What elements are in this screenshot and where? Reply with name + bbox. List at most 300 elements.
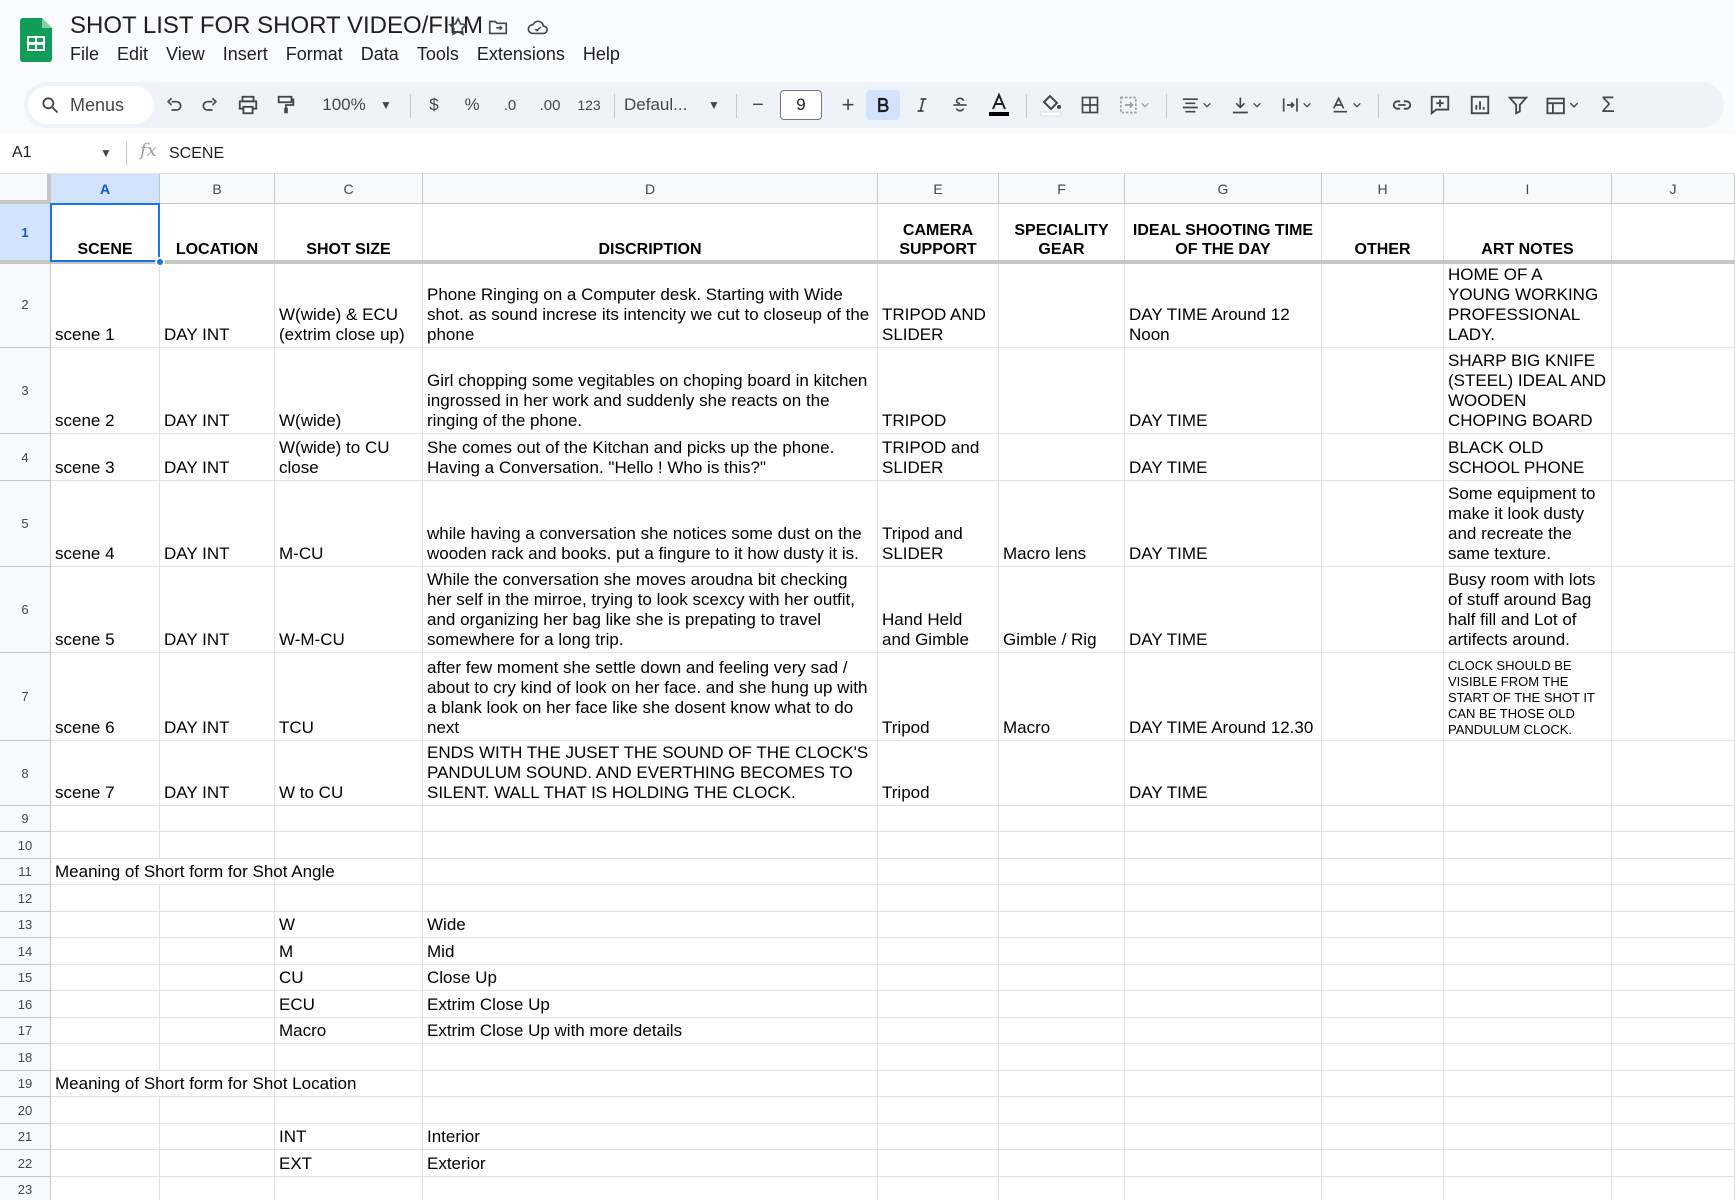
grid-cell[interactable] (51, 832, 160, 859)
decrease-decimal-button[interactable] (494, 90, 526, 120)
row-header-23[interactable]: 23 (0, 1177, 51, 1200)
grid-cell[interactable] (1612, 938, 1735, 965)
grid-cell[interactable] (878, 991, 999, 1018)
grid-cell[interactable] (51, 1177, 160, 1200)
header-cell-f[interactable]: SPECIALITY GEAR (999, 204, 1125, 262)
grid-cell[interactable] (423, 832, 878, 859)
select-all-corner[interactable] (0, 174, 51, 204)
column-header-e[interactable]: E (878, 174, 999, 204)
row-header-6[interactable]: 6 (0, 567, 51, 653)
zoom-select[interactable] (314, 90, 374, 120)
menu-data[interactable]: Data (360, 44, 399, 64)
grid-cell[interactable] (1612, 1124, 1735, 1150)
shot-cell-g5[interactable]: DAY TIME (1125, 481, 1322, 567)
shot-cell-f2[interactable] (999, 262, 1125, 348)
grid-cell[interactable] (999, 965, 1125, 991)
row-header-18[interactable]: 18 (0, 1044, 51, 1071)
legend-cell-d16[interactable]: Extrim Close Up (423, 991, 878, 1018)
legend-cell-c21[interactable]: INT (275, 1124, 423, 1150)
grid-cell[interactable] (1322, 991, 1444, 1018)
row-header-8[interactable]: 8 (0, 741, 51, 806)
shot-cell-b2[interactable]: DAY INT (160, 262, 275, 348)
shot-cell-b6[interactable]: DAY INT (160, 567, 275, 653)
grid-cell[interactable] (1612, 832, 1735, 859)
grid-cell[interactable] (1612, 912, 1735, 938)
grid-cell[interactable] (275, 1097, 423, 1124)
functions-button[interactable] (1594, 90, 1622, 120)
font-family-dropdown-icon[interactable]: ▼ (708, 98, 720, 112)
merge-cells-icon[interactable] (1112, 90, 1158, 120)
shot-cell-i2[interactable]: HOME OF A YOUNG WORKING PROFESSIONAL LADY. (1444, 262, 1612, 348)
grid-cell[interactable] (160, 806, 275, 832)
grid-cell[interactable] (51, 806, 160, 832)
header-cell-a[interactable]: SCENE (51, 204, 160, 262)
font-size-input[interactable]: 9 (780, 90, 822, 120)
grid-cell[interactable] (423, 1071, 878, 1097)
row-header-22[interactable]: 22 (0, 1150, 51, 1177)
shot-cell-f7[interactable]: Macro (999, 653, 1125, 741)
grid-cell[interactable] (160, 1097, 275, 1124)
grid-cell[interactable] (878, 885, 999, 912)
grid-cell[interactable] (1322, 806, 1444, 832)
shot-cell-b8[interactable]: DAY INT (160, 741, 275, 806)
grid-cell[interactable] (878, 1177, 999, 1200)
shot-cell-a2[interactable]: scene 1 (51, 262, 160, 348)
grid-cell[interactable] (1444, 938, 1612, 965)
grid-cell[interactable] (423, 1097, 878, 1124)
column-header-b[interactable]: B (160, 174, 275, 204)
grid-cell[interactable] (275, 885, 423, 912)
grid-cell[interactable] (51, 1044, 160, 1071)
shot-cell-i8[interactable] (1444, 741, 1612, 806)
shot-cell-h7[interactable] (1322, 653, 1444, 741)
grid-cell[interactable] (1125, 1124, 1322, 1150)
shot-cell-g7[interactable]: DAY TIME Around 12.30 (1125, 653, 1322, 741)
menu-help[interactable]: Help (582, 44, 620, 64)
legend-cell-c16[interactable]: ECU (275, 991, 423, 1018)
grid-cell[interactable] (999, 1124, 1125, 1150)
shot-cell-c7[interactable]: TCU (275, 653, 423, 741)
grid-cell[interactable] (1125, 912, 1322, 938)
grid-cell[interactable] (1444, 1177, 1612, 1200)
grid-cell[interactable] (1322, 885, 1444, 912)
grid-cell[interactable] (1444, 991, 1612, 1018)
grid-cell[interactable] (1444, 1097, 1612, 1124)
shot-cell-c5[interactable]: M-CU (275, 481, 423, 567)
grid-cell[interactable] (1444, 806, 1612, 832)
grid-cell[interactable] (51, 991, 160, 1018)
shot-cell-e4[interactable]: TRIPOD and SLIDER (878, 434, 999, 481)
move-folder-icon[interactable] (485, 14, 511, 40)
shot-cell-a3[interactable]: scene 2 (51, 348, 160, 434)
document-title[interactable]: SHOT LIST FOR SHORT VIDEO/FILM (70, 12, 483, 39)
shot-cell-c6[interactable]: W-M-CU (275, 567, 423, 653)
grid-cell[interactable] (999, 912, 1125, 938)
grid-cell[interactable] (51, 965, 160, 991)
column-header-j[interactable]: J (1612, 174, 1735, 204)
legend-cell-d14[interactable]: Mid (423, 938, 878, 965)
grid-cell[interactable] (1444, 859, 1612, 885)
row-header-11[interactable]: 11 (0, 859, 51, 885)
grid-cell[interactable] (1125, 1097, 1322, 1124)
sheets-logo-icon[interactable] (20, 18, 52, 62)
decrease-font-size-button[interactable]: − (752, 93, 764, 116)
borders-icon[interactable] (1074, 90, 1106, 120)
shot-cell-e5[interactable]: Tripod and SLIDER (878, 481, 999, 567)
grid-cell[interactable] (1612, 1177, 1735, 1200)
grid-cell[interactable] (51, 1097, 160, 1124)
header-cell-c[interactable]: SHOT SIZE (275, 204, 423, 262)
grid-cell[interactable] (1125, 965, 1322, 991)
header-cell-j[interactable] (1612, 204, 1735, 262)
row-header-21[interactable]: 21 (0, 1124, 51, 1150)
grid-cell[interactable] (999, 1018, 1125, 1044)
shot-cell-d4[interactable]: She comes out of the Kitchan and picks up the phone. Having a Conversation. "Hello ! Who is this?" (423, 434, 878, 481)
shot-cell-j3[interactable] (1612, 348, 1735, 434)
header-cell-e[interactable]: CAMERA SUPPORT (878, 204, 999, 262)
legend-cell-c22[interactable]: EXT (275, 1150, 423, 1177)
currency-format-button[interactable]: $ (429, 95, 439, 114)
grid-cell[interactable] (160, 1124, 275, 1150)
paint-format-icon[interactable] (270, 90, 302, 120)
grid-cell[interactable] (1125, 1018, 1322, 1044)
grid-cell[interactable] (275, 806, 423, 832)
column-header-h[interactable]: H (1322, 174, 1444, 204)
insert-link-icon[interactable] (1386, 90, 1418, 120)
grid-cell[interactable] (51, 912, 160, 938)
grid-cell[interactable] (1322, 938, 1444, 965)
grid-cell[interactable] (275, 1044, 423, 1071)
grid-cell[interactable] (1444, 885, 1612, 912)
cloud-saved-icon[interactable] (525, 14, 551, 40)
grid-cell[interactable] (999, 859, 1125, 885)
grid-cell[interactable] (160, 938, 275, 965)
grid-cell[interactable] (1612, 806, 1735, 832)
grid-cell[interactable] (1612, 859, 1735, 885)
grid-cell[interactable] (1322, 912, 1444, 938)
grid-cell[interactable] (878, 1071, 999, 1097)
shot-cell-i4[interactable]: BLACK OLD SCHOOL PHONE (1444, 434, 1612, 481)
grid-cell[interactable] (1612, 1044, 1735, 1071)
column-header-d[interactable]: D (423, 174, 878, 204)
insert-chart-icon[interactable] (1464, 90, 1496, 120)
grid-cell[interactable] (878, 832, 999, 859)
formula-input[interactable]: SCENE (169, 145, 225, 162)
shot-cell-a8[interactable]: scene 7 (51, 741, 160, 806)
name-box-dropdown-icon[interactable]: ▼ (100, 146, 112, 160)
shot-cell-a5[interactable]: scene 4 (51, 481, 160, 567)
grid-cell[interactable] (423, 1044, 878, 1071)
shot-cell-b7[interactable]: DAY INT (160, 653, 275, 741)
row-header-5[interactable]: 5 (0, 481, 51, 567)
shot-cell-f6[interactable]: Gimble / Rig (999, 567, 1125, 653)
menu-extensions[interactable]: Extensions (476, 44, 565, 64)
spreadsheet-grid[interactable] (0, 174, 1735, 1200)
shot-cell-f5[interactable]: Macro lens (999, 481, 1125, 567)
shot-cell-h2[interactable] (1322, 262, 1444, 348)
grid-cell[interactable] (1612, 991, 1735, 1018)
shot-cell-e8[interactable]: Tripod (878, 741, 999, 806)
number-format-button[interactable]: 123 (577, 97, 601, 113)
shot-cell-b3[interactable]: DAY INT (160, 348, 275, 434)
percent-format-button[interactable]: % (464, 95, 480, 114)
grid-cell[interactable] (160, 1018, 275, 1044)
row-header-20[interactable]: 20 (0, 1097, 51, 1124)
shot-cell-c3[interactable]: W(wide) (275, 348, 423, 434)
grid-cell[interactable] (1322, 1150, 1444, 1177)
strikethrough-icon[interactable] (944, 90, 976, 120)
grid-cell[interactable] (878, 1124, 999, 1150)
grid-cell[interactable] (1125, 885, 1322, 912)
grid-cell[interactable] (1322, 1177, 1444, 1200)
menu-view[interactable]: View (166, 44, 205, 64)
row-header-2[interactable]: 2 (0, 262, 51, 348)
grid-cell[interactable] (1444, 1150, 1612, 1177)
grid-cell[interactable] (1444, 965, 1612, 991)
shot-cell-f4[interactable] (999, 434, 1125, 481)
grid-cell[interactable] (160, 885, 275, 912)
shot-cell-j2[interactable] (1612, 262, 1735, 348)
grid-cell[interactable] (1322, 1071, 1444, 1097)
legend-cell-a19[interactable]: Meaning of Short form for Shot Location (51, 1071, 160, 1097)
grid-cell[interactable] (51, 885, 160, 912)
undo-icon[interactable] (158, 90, 190, 120)
grid-cell[interactable] (160, 965, 275, 991)
grid-cell[interactable] (1444, 1124, 1612, 1150)
legend-cell-d22[interactable]: Exterior (423, 1150, 878, 1177)
fill-handle[interactable] (155, 257, 165, 267)
grid-cell[interactable] (423, 1177, 878, 1200)
legend-cell-c15[interactable]: CU (275, 965, 423, 991)
grid-cell[interactable] (1125, 938, 1322, 965)
grid-cell[interactable] (1125, 1150, 1322, 1177)
header-cell-b[interactable]: LOCATION (160, 204, 275, 262)
row-header-19[interactable]: 19 (0, 1071, 51, 1097)
grid-cell[interactable] (1125, 1177, 1322, 1200)
bold-button[interactable] (866, 90, 900, 120)
grid-cell[interactable] (878, 938, 999, 965)
shot-cell-d7[interactable]: after few moment she settle down and feeling very sad / about to cry kind of look on her face. and she hung up with a blank look on her face like she dosent know what to do next (423, 653, 878, 741)
grid-cell[interactable] (1322, 965, 1444, 991)
header-cell-d[interactable]: DISCRIPTION (423, 204, 878, 262)
grid-cell[interactable] (51, 1150, 160, 1177)
text-wrapping-icon[interactable] (1274, 90, 1320, 120)
grid-cell[interactable] (1444, 832, 1612, 859)
menu-file[interactable]: File (70, 44, 100, 64)
fill-color-icon[interactable] (1034, 90, 1068, 120)
column-header-i[interactable]: I (1444, 174, 1612, 204)
grid-cell[interactable] (1322, 859, 1444, 885)
menu-search[interactable] (28, 86, 154, 124)
shot-cell-h4[interactable] (1322, 434, 1444, 481)
shot-cell-d5[interactable]: while having a conversation she notices some dust on the wooden rack and books. put a fingure to it how dusty it is. (423, 481, 878, 567)
grid-cell[interactable] (999, 1177, 1125, 1200)
shot-cell-h5[interactable] (1322, 481, 1444, 567)
legend-cell-d17[interactable]: Extrim Close Up with more details (423, 1018, 878, 1044)
grid-cell[interactable] (1612, 965, 1735, 991)
grid-cell[interactable] (878, 1150, 999, 1177)
column-header-f[interactable]: F (999, 174, 1125, 204)
shot-cell-f8[interactable] (999, 741, 1125, 806)
grid-cell[interactable] (1125, 1071, 1322, 1097)
legend-cell-d15[interactable]: Close Up (423, 965, 878, 991)
shot-cell-g4[interactable]: DAY TIME (1125, 434, 1322, 481)
row-header-17[interactable]: 17 (0, 1018, 51, 1044)
shot-cell-b4[interactable]: DAY INT (160, 434, 275, 481)
row-header-10[interactable]: 10 (0, 832, 51, 859)
shot-cell-b5[interactable]: DAY INT (160, 481, 275, 567)
column-header-a[interactable]: A (51, 174, 160, 204)
grid-cell[interactable] (51, 938, 160, 965)
grid-cell[interactable] (999, 991, 1125, 1018)
shot-cell-h6[interactable] (1322, 567, 1444, 653)
grid-cell[interactable] (1125, 1044, 1322, 1071)
grid-cell[interactable] (1322, 1097, 1444, 1124)
menu-insert[interactable]: Insert (222, 44, 268, 64)
shot-cell-e3[interactable]: TRIPOD (878, 348, 999, 434)
menu-edit[interactable]: Edit (117, 44, 149, 64)
row-header-4[interactable]: 4 (0, 434, 51, 481)
grid-cell[interactable] (1444, 1044, 1612, 1071)
header-cell-i[interactable]: ART NOTES (1444, 204, 1612, 262)
shot-cell-e2[interactable]: TRIPOD AND SLIDER (878, 262, 999, 348)
shot-cell-a4[interactable]: scene 3 (51, 434, 160, 481)
shot-cell-j5[interactable] (1612, 481, 1735, 567)
shot-cell-j4[interactable] (1612, 434, 1735, 481)
name-box[interactable]: A1 (12, 144, 32, 161)
grid-cell[interactable] (51, 1018, 160, 1044)
grid-cell[interactable] (999, 1044, 1125, 1071)
grid-cell[interactable] (423, 859, 878, 885)
grid-cell[interactable] (878, 965, 999, 991)
grid-cell[interactable] (999, 1071, 1125, 1097)
grid-cell[interactable] (878, 912, 999, 938)
grid-cell[interactable] (160, 1150, 275, 1177)
grid-cell[interactable] (999, 1150, 1125, 1177)
legend-cell-d21[interactable]: Interior (423, 1124, 878, 1150)
shot-cell-d2[interactable]: Phone Ringing on a Computer desk. Starting with Wide shot. as sound increse its intencity we cut to closeup of the phone (423, 262, 878, 348)
frozen-row-divider[interactable] (0, 260, 1735, 264)
increase-font-size-button[interactable]: + (841, 92, 855, 117)
vertical-align-icon[interactable] (1224, 90, 1270, 120)
menu-tools[interactable]: Tools (416, 44, 459, 64)
grid-cell[interactable] (160, 1044, 275, 1071)
grid-cell[interactable] (1612, 1097, 1735, 1124)
legend-cell-c13[interactable]: W (275, 912, 423, 938)
insert-comment-icon[interactable] (1424, 90, 1456, 120)
row-header-14[interactable]: 14 (0, 938, 51, 965)
row-header-7[interactable]: 7 (0, 653, 51, 741)
font-family-select[interactable] (624, 90, 700, 120)
grid-cell[interactable] (878, 1018, 999, 1044)
grid-cell[interactable] (999, 832, 1125, 859)
grid-cell[interactable] (878, 1044, 999, 1071)
row-header-12[interactable]: 12 (0, 885, 51, 912)
grid-cell[interactable] (1444, 1071, 1612, 1097)
shot-cell-i6[interactable]: Busy room with lots of stuff around Bag half fill and Lot of artifects around. (1444, 567, 1612, 653)
grid-cell[interactable] (878, 1097, 999, 1124)
shot-cell-g8[interactable]: DAY TIME (1125, 741, 1322, 806)
grid-cell[interactable] (423, 885, 878, 912)
shot-cell-g6[interactable]: DAY TIME (1125, 567, 1322, 653)
grid-cell[interactable] (878, 859, 999, 885)
shot-cell-f3[interactable] (999, 348, 1125, 434)
star-icon[interactable] (445, 14, 471, 40)
grid-cell[interactable] (1125, 832, 1322, 859)
shot-cell-c8[interactable]: W to CU (275, 741, 423, 806)
grid-cell[interactable] (423, 806, 878, 832)
shot-cell-i7[interactable]: CLOCK SHOULD BE VISIBLE FROM THE START OF THE SHOT IT CAN BE THOSE OLD PANDULUM CLOCK. (1444, 653, 1612, 741)
text-rotation-icon[interactable] (1324, 90, 1370, 120)
horizontal-align-icon[interactable] (1174, 90, 1220, 120)
shot-cell-g3[interactable]: DAY TIME (1125, 348, 1322, 434)
row-header-9[interactable]: 9 (0, 806, 51, 832)
grid-cell[interactable] (160, 991, 275, 1018)
grid-cell[interactable] (1125, 991, 1322, 1018)
column-header-g[interactable]: G (1125, 174, 1322, 204)
grid-cell[interactable] (1125, 859, 1322, 885)
increase-decimal-button[interactable] (532, 90, 568, 120)
grid-cell[interactable] (160, 1177, 275, 1200)
row-header-13[interactable]: 13 (0, 912, 51, 938)
menu-format[interactable]: Format (285, 44, 343, 64)
filter-views-icon[interactable] (1540, 90, 1586, 120)
grid-cell[interactable] (51, 1124, 160, 1150)
legend-cell-c17[interactable]: Macro (275, 1018, 423, 1044)
shot-cell-h8[interactable] (1322, 741, 1444, 806)
grid-cell[interactable] (160, 832, 275, 859)
shot-cell-c4[interactable]: W(wide) to CU close (275, 434, 423, 481)
row-header-1[interactable]: 1 (0, 204, 51, 262)
legend-cell-d13[interactable]: Wide (423, 912, 878, 938)
grid-cell[interactable] (1444, 912, 1612, 938)
grid-cell[interactable] (1612, 1071, 1735, 1097)
legend-cell-c14[interactable]: M (275, 938, 423, 965)
column-header-c[interactable]: C (275, 174, 423, 204)
grid-cell[interactable] (999, 938, 1125, 965)
shot-cell-i5[interactable]: Some equipment to make it look dusty and recreate the same texture. (1444, 481, 1612, 567)
print-icon[interactable] (232, 90, 264, 120)
shot-cell-e6[interactable]: Hand Held and Gimble (878, 567, 999, 653)
shot-cell-g2[interactable]: DAY TIME Around 12 Noon (1125, 262, 1322, 348)
grid-cell[interactable] (1322, 1018, 1444, 1044)
grid-cell[interactable] (1612, 1150, 1735, 1177)
shot-cell-h3[interactable] (1322, 348, 1444, 434)
shot-cell-j7[interactable] (1612, 653, 1735, 741)
grid-cell[interactable] (878, 806, 999, 832)
shot-cell-d3[interactable]: Girl chopping some vegitables on choping board in kitchen ingrossed in her work and suddenly she reacts on the ringing of the phone. (423, 348, 878, 434)
grid-cell[interactable] (999, 806, 1125, 832)
shot-cell-e7[interactable]: Tripod (878, 653, 999, 741)
shot-cell-c2[interactable]: W(wide) & ECU (extrim close up) (275, 262, 423, 348)
shot-cell-j8[interactable] (1612, 741, 1735, 806)
grid-cell[interactable] (1444, 1018, 1612, 1044)
grid-cell[interactable] (999, 1097, 1125, 1124)
header-cell-g[interactable]: IDEAL SHOOTING TIME OF THE DAY (1125, 204, 1322, 262)
grid-cell[interactable] (1125, 806, 1322, 832)
shot-cell-a6[interactable]: scene 5 (51, 567, 160, 653)
grid-cell[interactable] (275, 1177, 423, 1200)
redo-icon[interactable] (194, 90, 226, 120)
legend-cell-a11[interactable]: Meaning of Short form for Shot Angle (51, 859, 160, 885)
grid-cell[interactable] (1322, 832, 1444, 859)
grid-cell[interactable] (1612, 885, 1735, 912)
italic-icon[interactable] (906, 90, 938, 120)
grid-cell[interactable] (1322, 1124, 1444, 1150)
shot-cell-j6[interactable] (1612, 567, 1735, 653)
grid-cell[interactable] (160, 912, 275, 938)
filter-icon[interactable] (1502, 90, 1534, 120)
